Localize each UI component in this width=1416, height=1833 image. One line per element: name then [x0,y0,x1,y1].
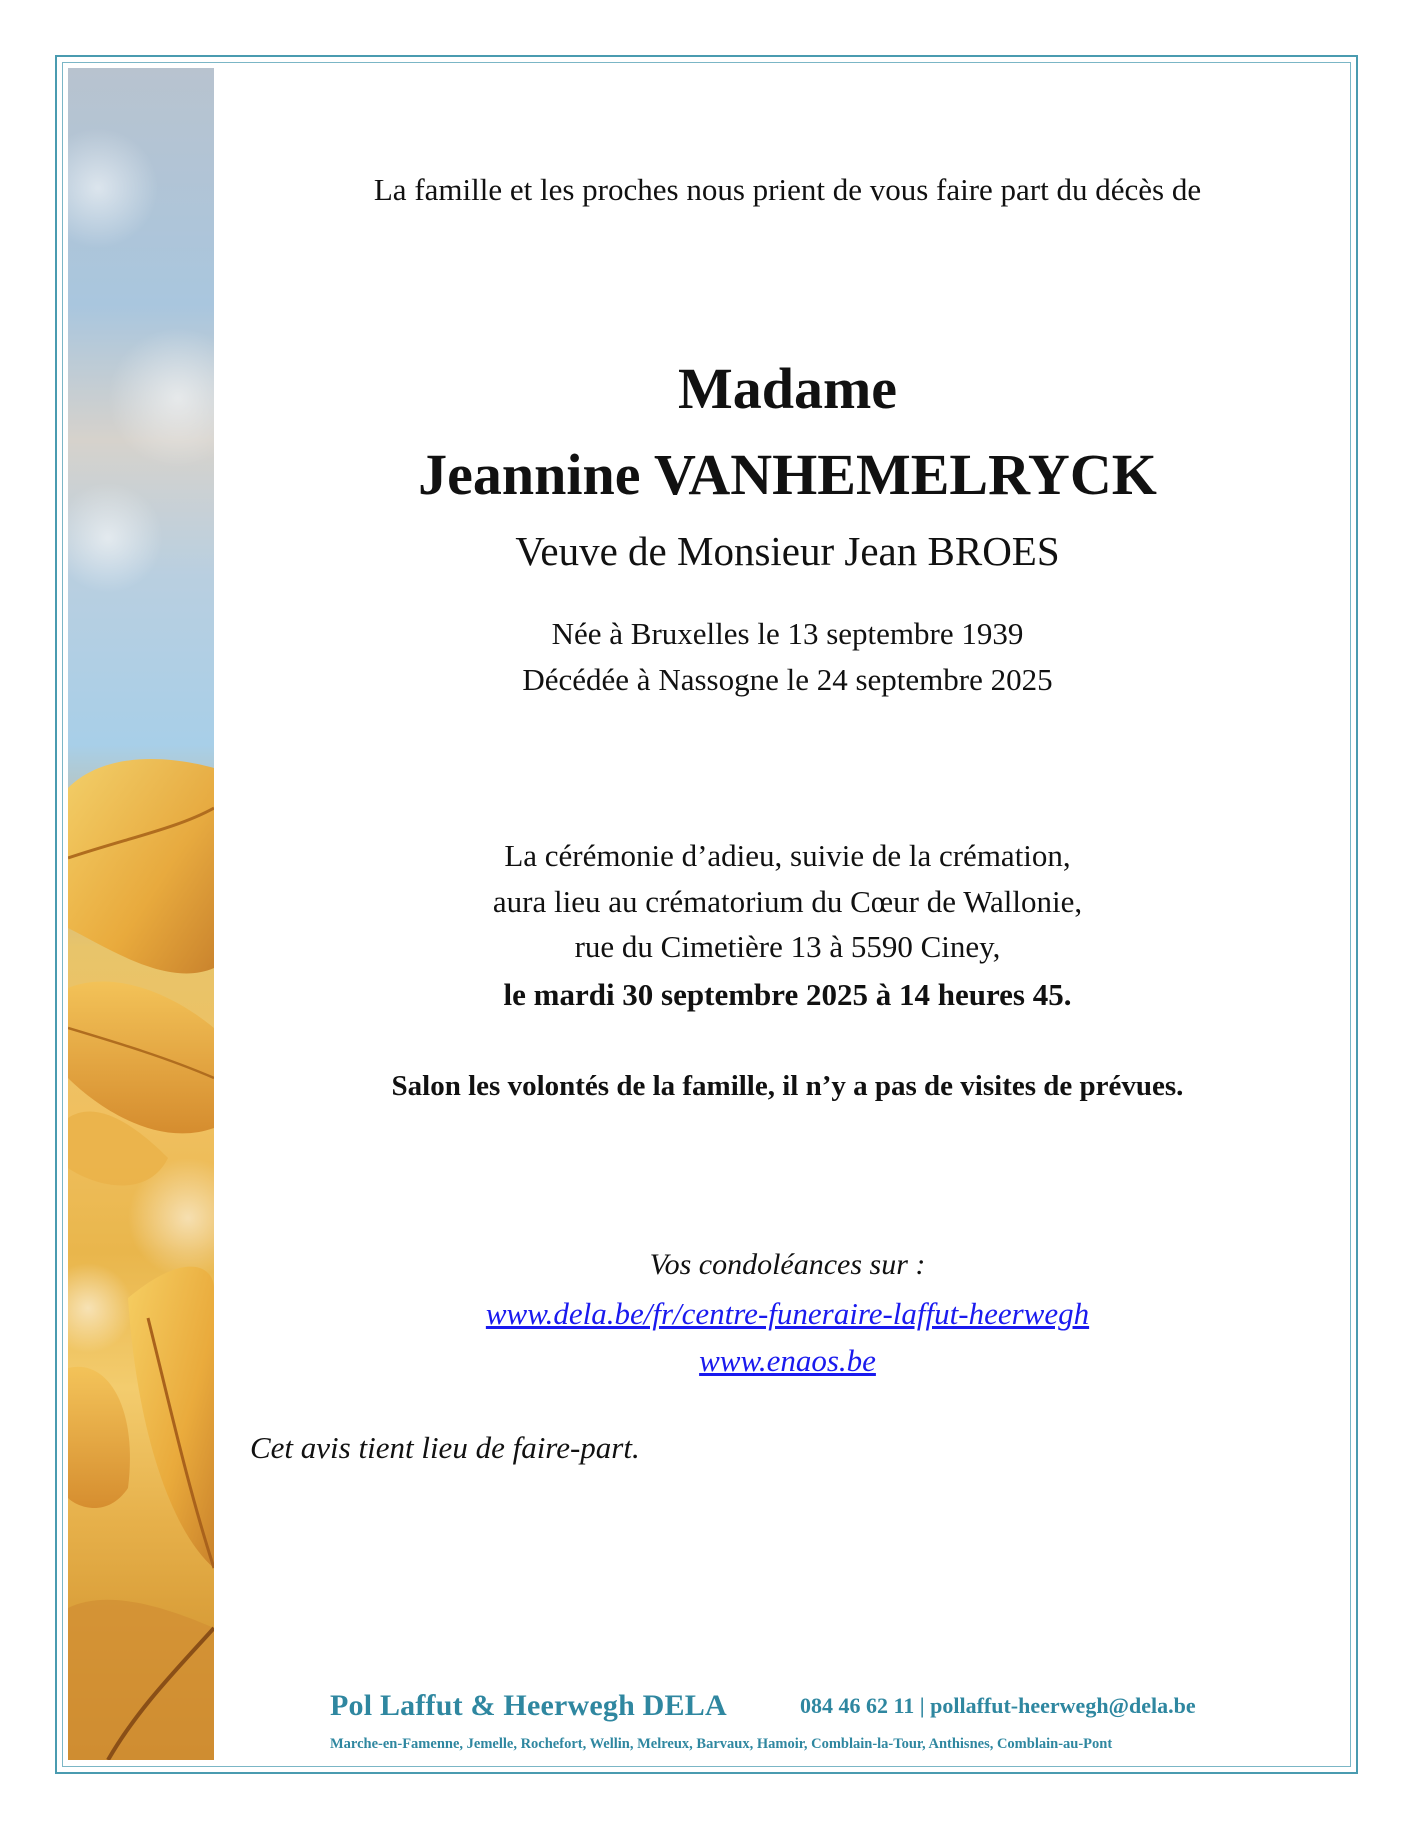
ceremony-line-1: La cérémonie d’adieu, suivie de la crémation, [504,838,1071,873]
condolences-link-enaos[interactable]: www.enaos.be [699,1343,876,1378]
deceased-title: Madame [677,356,898,421]
salon-notice: Salon les volontés de la famille, il n’y a pas de visites de prévues. [391,1070,1184,1102]
notice-disclaimer: Cet avis tient lieu de faire-part. [250,1430,640,1465]
company-locations: Marche-en-Famenne, Jemelle, Rochefort, Wellin, Melreux, Barvaux, Hamoir, Comblain-la-Tour, Anthisnes, Comblain-au-Pont [330,1736,1113,1752]
condolences-label: Vos condoléances sur : [649,1248,926,1281]
company-contact: 084 46 62 11 | pollaffut-heerwegh@dela.be [800,1693,1196,1718]
company-logo-text: Pol Laffut & Heerwegh DELA [330,1689,727,1722]
leaves-illustration [68,68,214,1760]
autumn-leaves-image [68,68,214,1760]
ceremony-datetime: le mardi 30 septembre 2025 à 14 heures 45. [503,977,1072,1012]
condolences-link-dela[interactable]: www.dela.be/fr/centre-funeraire-laffut-heerwegh [485,1296,1090,1331]
death-info: Décédée à Nassogne le 24 septembre 2025 [522,662,1053,697]
widow-of: Veuve de Monsieur Jean BROES [515,528,1060,574]
intro-text: La famille et les proches nous prient de vous faire part du décès de [373,172,1202,207]
deceased-name: Jeannine VANHEMELRYCK [418,442,1157,507]
birth-info: Née à Bruxelles le 13 septembre 1939 [551,616,1024,651]
ceremony-line-2: aura lieu au crématorium du Cœur de Wallonie, [492,884,1083,919]
ceremony-address: rue du Cimetière 13 à 5590 Ciney, [574,929,1001,964]
